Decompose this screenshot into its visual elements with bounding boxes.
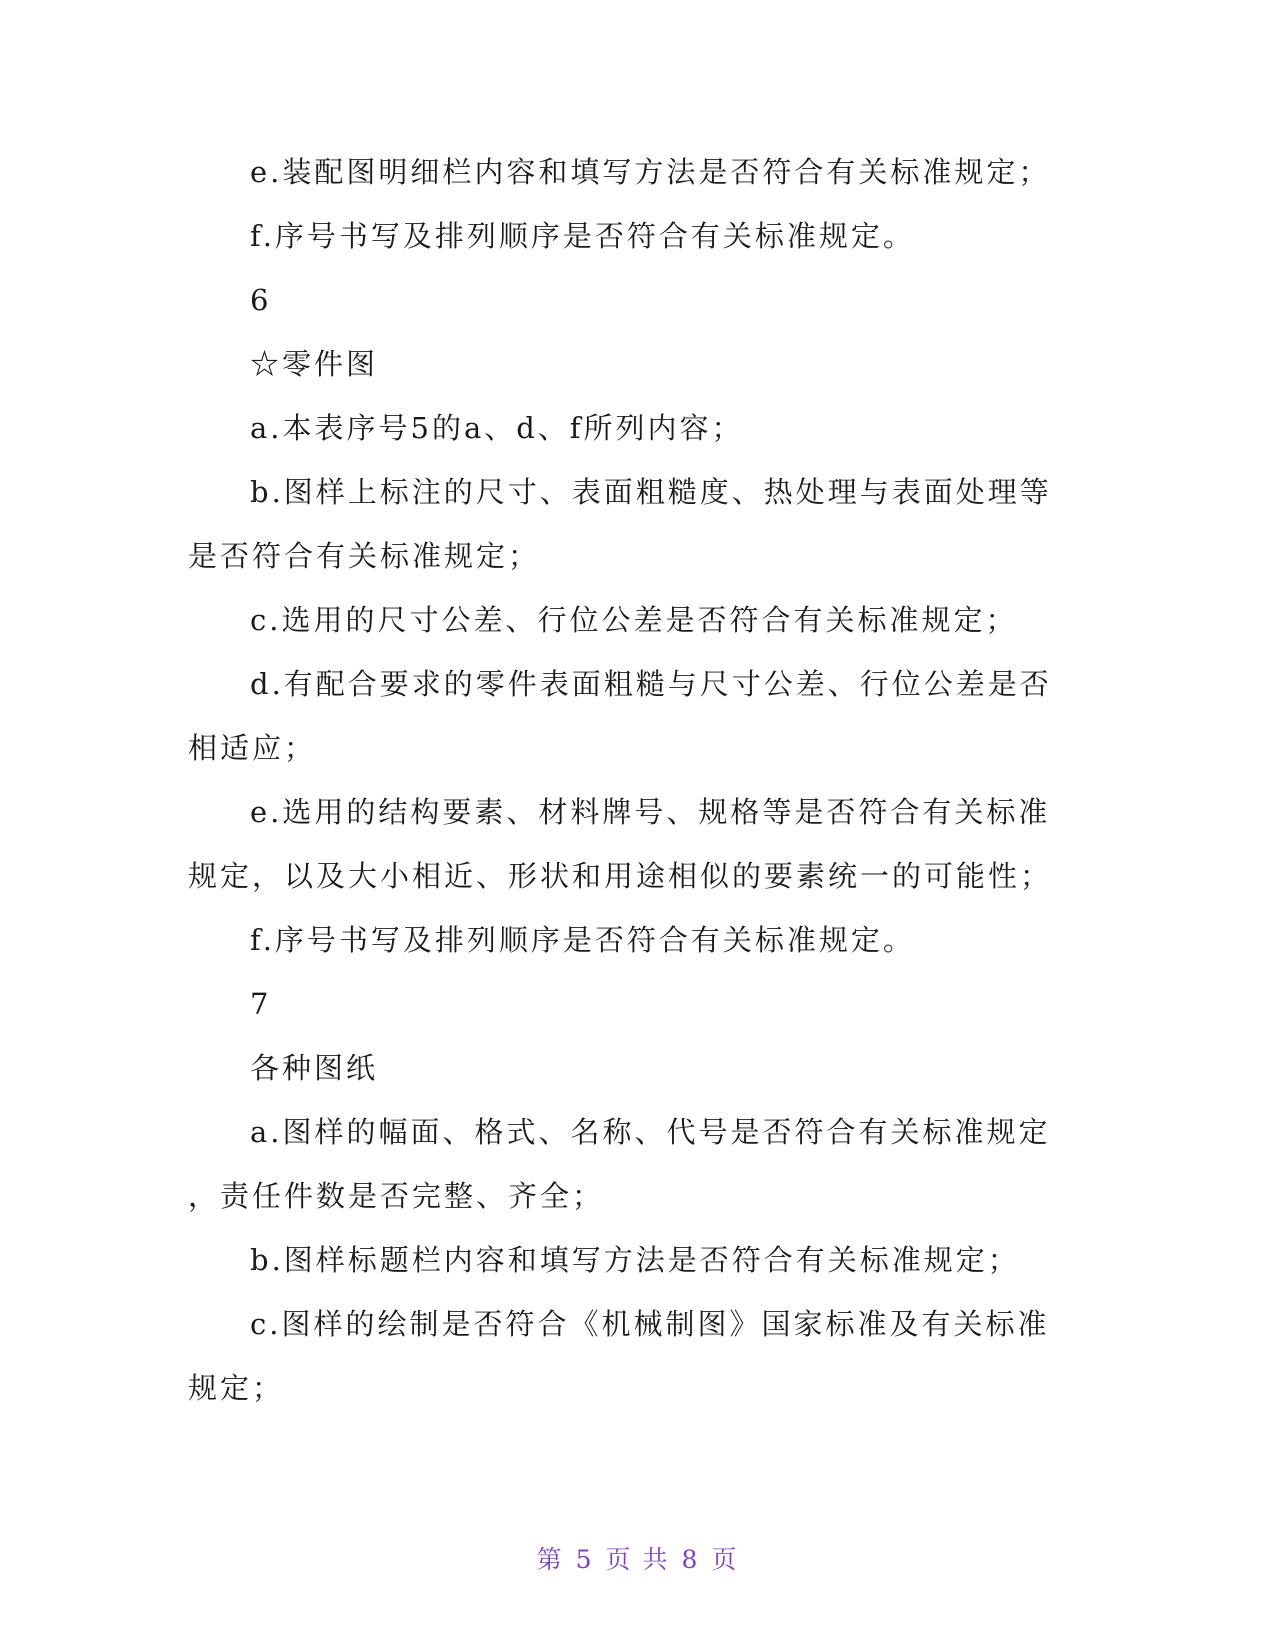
document-body (188, 140, 1088, 1420)
footer-total-pages: 8 (681, 1545, 700, 1574)
text-line: c.选用的尺寸公差、行位公差是否符合有关标准规定； (250, 603, 1018, 637)
footer-middle: 页 共 (605, 1545, 670, 1574)
text-line: e.选用的结构要素、材料牌号、规格等是否符合有关标准 (250, 795, 1051, 829)
section-number: 6 (250, 283, 272, 317)
text-line-continuation: ，责任件数是否完整、齐全； (188, 1179, 605, 1213)
footer-prefix: 第 (536, 1545, 564, 1574)
text-line: f.序号书写及排列顺序是否符合有关标准规定。 (250, 219, 915, 253)
text-line-continuation: 规定，以及大小相近、形状和用途相似的要素统一的可能性； (188, 859, 1053, 893)
footer-suffix: 页 (711, 1545, 739, 1574)
section-heading: 各种图纸 (250, 1051, 379, 1085)
text-line: c.图样的绘制是否符合《机械制图》国家标准及有关标准 (250, 1307, 1050, 1341)
text-line-continuation: 相适应； (188, 731, 317, 765)
text-line-continuation: 是否符合有关标准规定； (188, 539, 541, 573)
text-line: b.图样上标注的尺寸、表面粗糙度、热处理与表面处理等 (250, 475, 1052, 509)
section-heading: ☆零件图 (250, 347, 379, 381)
text-line-continuation: 规定； (188, 1371, 285, 1405)
page-footer (0, 1540, 1275, 1576)
text-line: a.本表序号5的a、d、f所列内容； (250, 411, 744, 445)
text-line: b.图样标题栏内容和填写方法是否符合有关标准规定； (250, 1243, 1020, 1277)
section-number: 7 (250, 987, 272, 1021)
text-line: d.有配合要求的零件表面粗糙与尺寸公差、行位公差是否 (250, 667, 1052, 701)
text-line: a.图样的幅面、格式、名称、代号是否符合有关标准规定 (250, 1115, 1051, 1149)
text-line: e.装配图明细栏内容和填写方法是否符合有关标准规定； (250, 155, 1051, 189)
text-line: f.序号书写及排列顺序是否符合有关标准规定。 (250, 923, 915, 957)
footer-page-number: 5 (575, 1545, 594, 1574)
